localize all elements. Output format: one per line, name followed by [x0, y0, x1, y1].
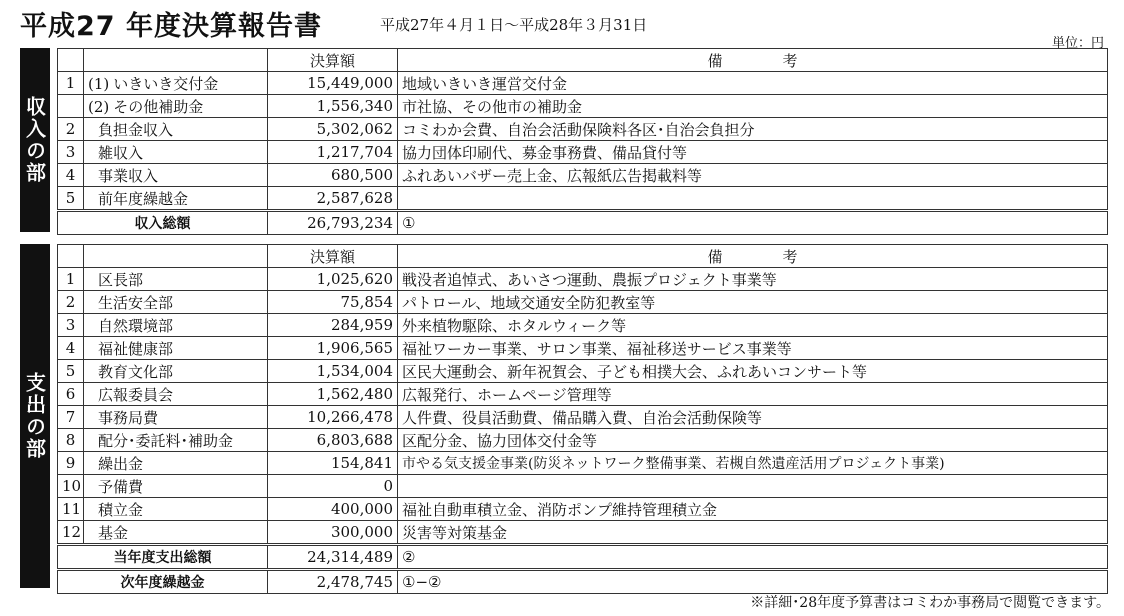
fiscal-period: 平成27年４月１日〜平成28年３月31日 — [380, 16, 648, 34]
amount-cell: 6,803,688 — [268, 429, 398, 452]
total-note: ② — [398, 545, 1108, 570]
item-label: 事業収入 — [98, 166, 159, 185]
row-number: 2 — [58, 118, 84, 141]
table-row — [58, 72, 1108, 95]
note-cell: 広報発行、ホームページ管理等 — [398, 383, 1108, 406]
amount-cell: 1,556,340 — [268, 95, 398, 118]
carryover-note: ①−② — [398, 570, 1108, 594]
row-number: 4 — [58, 164, 84, 187]
item-name: 教育文化部 — [84, 360, 268, 383]
total-amount: 26,793,234 — [268, 211, 398, 235]
expense-section-label: 支出の部 — [20, 244, 50, 588]
table-row — [58, 314, 1108, 337]
row-number: 3 — [58, 141, 84, 164]
item-name: 広報委員会 — [84, 383, 268, 406]
amount-cell: 75,854 — [268, 291, 398, 314]
note-header: 備 考 — [398, 245, 1108, 268]
amount-cell: 1,562,480 — [268, 383, 398, 406]
item-name: 配分･委託料･補助金 — [84, 429, 268, 452]
item-name — [84, 187, 268, 211]
total-label: 収入総額 — [58, 211, 268, 235]
income-section-label: 収入の部 — [20, 48, 50, 232]
amount-cell: 10,266,478 — [268, 406, 398, 429]
item-label: 負担金収入 — [98, 120, 174, 139]
table-row — [58, 498, 1108, 521]
total-note: ① — [398, 211, 1108, 235]
item-label: その他補助金 — [113, 97, 204, 116]
carryover-amount: 2,478,745 — [268, 570, 398, 594]
amount-cell: 400,000 — [268, 498, 398, 521]
amount-cell: 680,500 — [268, 164, 398, 187]
item-name — [84, 95, 268, 118]
note-cell — [398, 475, 1108, 498]
table-row — [58, 383, 1108, 406]
page-title: 平成27 年度決算報告書 — [20, 11, 322, 42]
note-header: 備 考 — [398, 49, 1108, 72]
note-cell — [398, 187, 1108, 211]
sub-number: (2) — [88, 97, 110, 116]
item-label: 前年度繰越金 — [98, 189, 189, 208]
unit-label: 単位：円 — [1051, 36, 1104, 51]
note-cell: 地域いきいき運営交付金 — [398, 72, 1108, 95]
note-cell: 外来植物駆除、ホタルウィーク等 — [398, 314, 1108, 337]
expense-table — [57, 244, 1108, 594]
table-row — [58, 118, 1108, 141]
note-cell: コミわか会費、自治会活動保険料各区･自治会負担分 — [398, 118, 1108, 141]
item-name: 区長部 — [84, 268, 268, 291]
table-row — [58, 452, 1108, 475]
row-number: 9 — [58, 452, 84, 475]
table-row — [58, 268, 1108, 291]
amount-header: 決算額 — [268, 245, 398, 268]
item-name — [84, 72, 268, 95]
table-row — [58, 187, 1108, 211]
table-row — [58, 337, 1108, 360]
item-name: 福祉健康部 — [84, 337, 268, 360]
note-cell: 戦没者追悼式、あいさつ運動、農振プロジェクト事業等 — [398, 268, 1108, 291]
table-row — [58, 141, 1108, 164]
item-name: 基金 — [84, 521, 268, 545]
amount-header: 決算額 — [268, 49, 398, 72]
table-row — [58, 291, 1108, 314]
amount-cell: 1,906,565 — [268, 337, 398, 360]
amount-cell: 1,217,704 — [268, 141, 398, 164]
sub-number: (1) — [88, 74, 110, 93]
row-number: 5 — [58, 187, 84, 211]
row-number: 11 — [58, 498, 84, 521]
table-row — [58, 475, 1108, 498]
income-table — [57, 48, 1108, 235]
amount-cell: 1,025,620 — [268, 268, 398, 291]
expense-total-row — [58, 545, 1108, 570]
note-cell: 協力団体印刷代、募金事務費、備品貸付等 — [398, 141, 1108, 164]
row-number: 4 — [58, 337, 84, 360]
table-row — [58, 164, 1108, 187]
note-cell: 福祉自動車積立金、消防ポンプ維持管理積立金 — [398, 498, 1108, 521]
carryover-label: 次年度繰越金 — [58, 570, 268, 594]
item-name: 予備費 — [84, 475, 268, 498]
table-row — [58, 521, 1108, 545]
row-number: 7 — [58, 406, 84, 429]
note-cell: 災害等対策基金 — [398, 521, 1108, 545]
row-number: 5 — [58, 360, 84, 383]
note-cell: 人件費、役員活動費、備品購入費、自治会活動保険等 — [398, 406, 1108, 429]
note-cell: ふれあいバザー売上金、広報紙広告掲載料等 — [398, 164, 1108, 187]
item-name — [84, 118, 268, 141]
footer-note: ※詳細･28年度予算書はコミわか事務局で閲覧できます。 — [750, 595, 1110, 611]
item-name: 自然環境部 — [84, 314, 268, 337]
expense-header-row — [58, 245, 1108, 268]
amount-cell: 5,302,062 — [268, 118, 398, 141]
row-number: 12 — [58, 521, 84, 545]
note-cell: パトロール、地域交通安全防犯教室等 — [398, 291, 1108, 314]
row-number: 3 — [58, 314, 84, 337]
amount-cell: 154,841 — [268, 452, 398, 475]
expense-carryover-row — [58, 570, 1108, 594]
income-total-row — [58, 211, 1108, 235]
note-cell: 区配分金、協力団体交付金等 — [398, 429, 1108, 452]
table-row — [58, 95, 1108, 118]
amount-cell: 284,959 — [268, 314, 398, 337]
amount-cell: 0 — [268, 475, 398, 498]
note-cell: 区民大運動会、新年祝賀会、子ども相撲大会、ふれあいコンサート等 — [398, 360, 1108, 383]
row-number: 10 — [58, 475, 84, 498]
item-name — [84, 164, 268, 187]
note-cell: 福祉ワーカー事業、サロン事業、福祉移送サービス事業等 — [398, 337, 1108, 360]
row-number: 8 — [58, 429, 84, 452]
total-label: 当年度支出総額 — [58, 545, 268, 570]
item-name: 繰出金 — [84, 452, 268, 475]
item-name: 事務局費 — [84, 406, 268, 429]
item-name: 積立金 — [84, 498, 268, 521]
income-header-row — [58, 49, 1108, 72]
amount-cell: 2,587,628 — [268, 187, 398, 211]
item-name — [84, 141, 268, 164]
amount-cell: 1,534,004 — [268, 360, 398, 383]
row-number: 1 — [58, 72, 84, 95]
table-row — [58, 429, 1108, 452]
row-number: 6 — [58, 383, 84, 406]
amount-cell: 300,000 — [268, 521, 398, 545]
item-label: いきいき交付金 — [113, 74, 219, 93]
item-name: 生活安全部 — [84, 291, 268, 314]
row-number — [58, 95, 84, 118]
amount-cell: 15,449,000 — [268, 72, 398, 95]
table-row — [58, 360, 1108, 383]
row-number: 2 — [58, 291, 84, 314]
table-row — [58, 406, 1108, 429]
note-cell: 市社協、その他市の補助金 — [398, 95, 1108, 118]
note-cell: 市やる気支援金事業(防災ネットワーク整備事業、若槻自然遺産活用プロジェクト事業) — [398, 452, 1108, 475]
row-number: 1 — [58, 268, 84, 291]
total-amount: 24,314,489 — [268, 545, 398, 570]
item-label: 雑収入 — [98, 143, 144, 162]
